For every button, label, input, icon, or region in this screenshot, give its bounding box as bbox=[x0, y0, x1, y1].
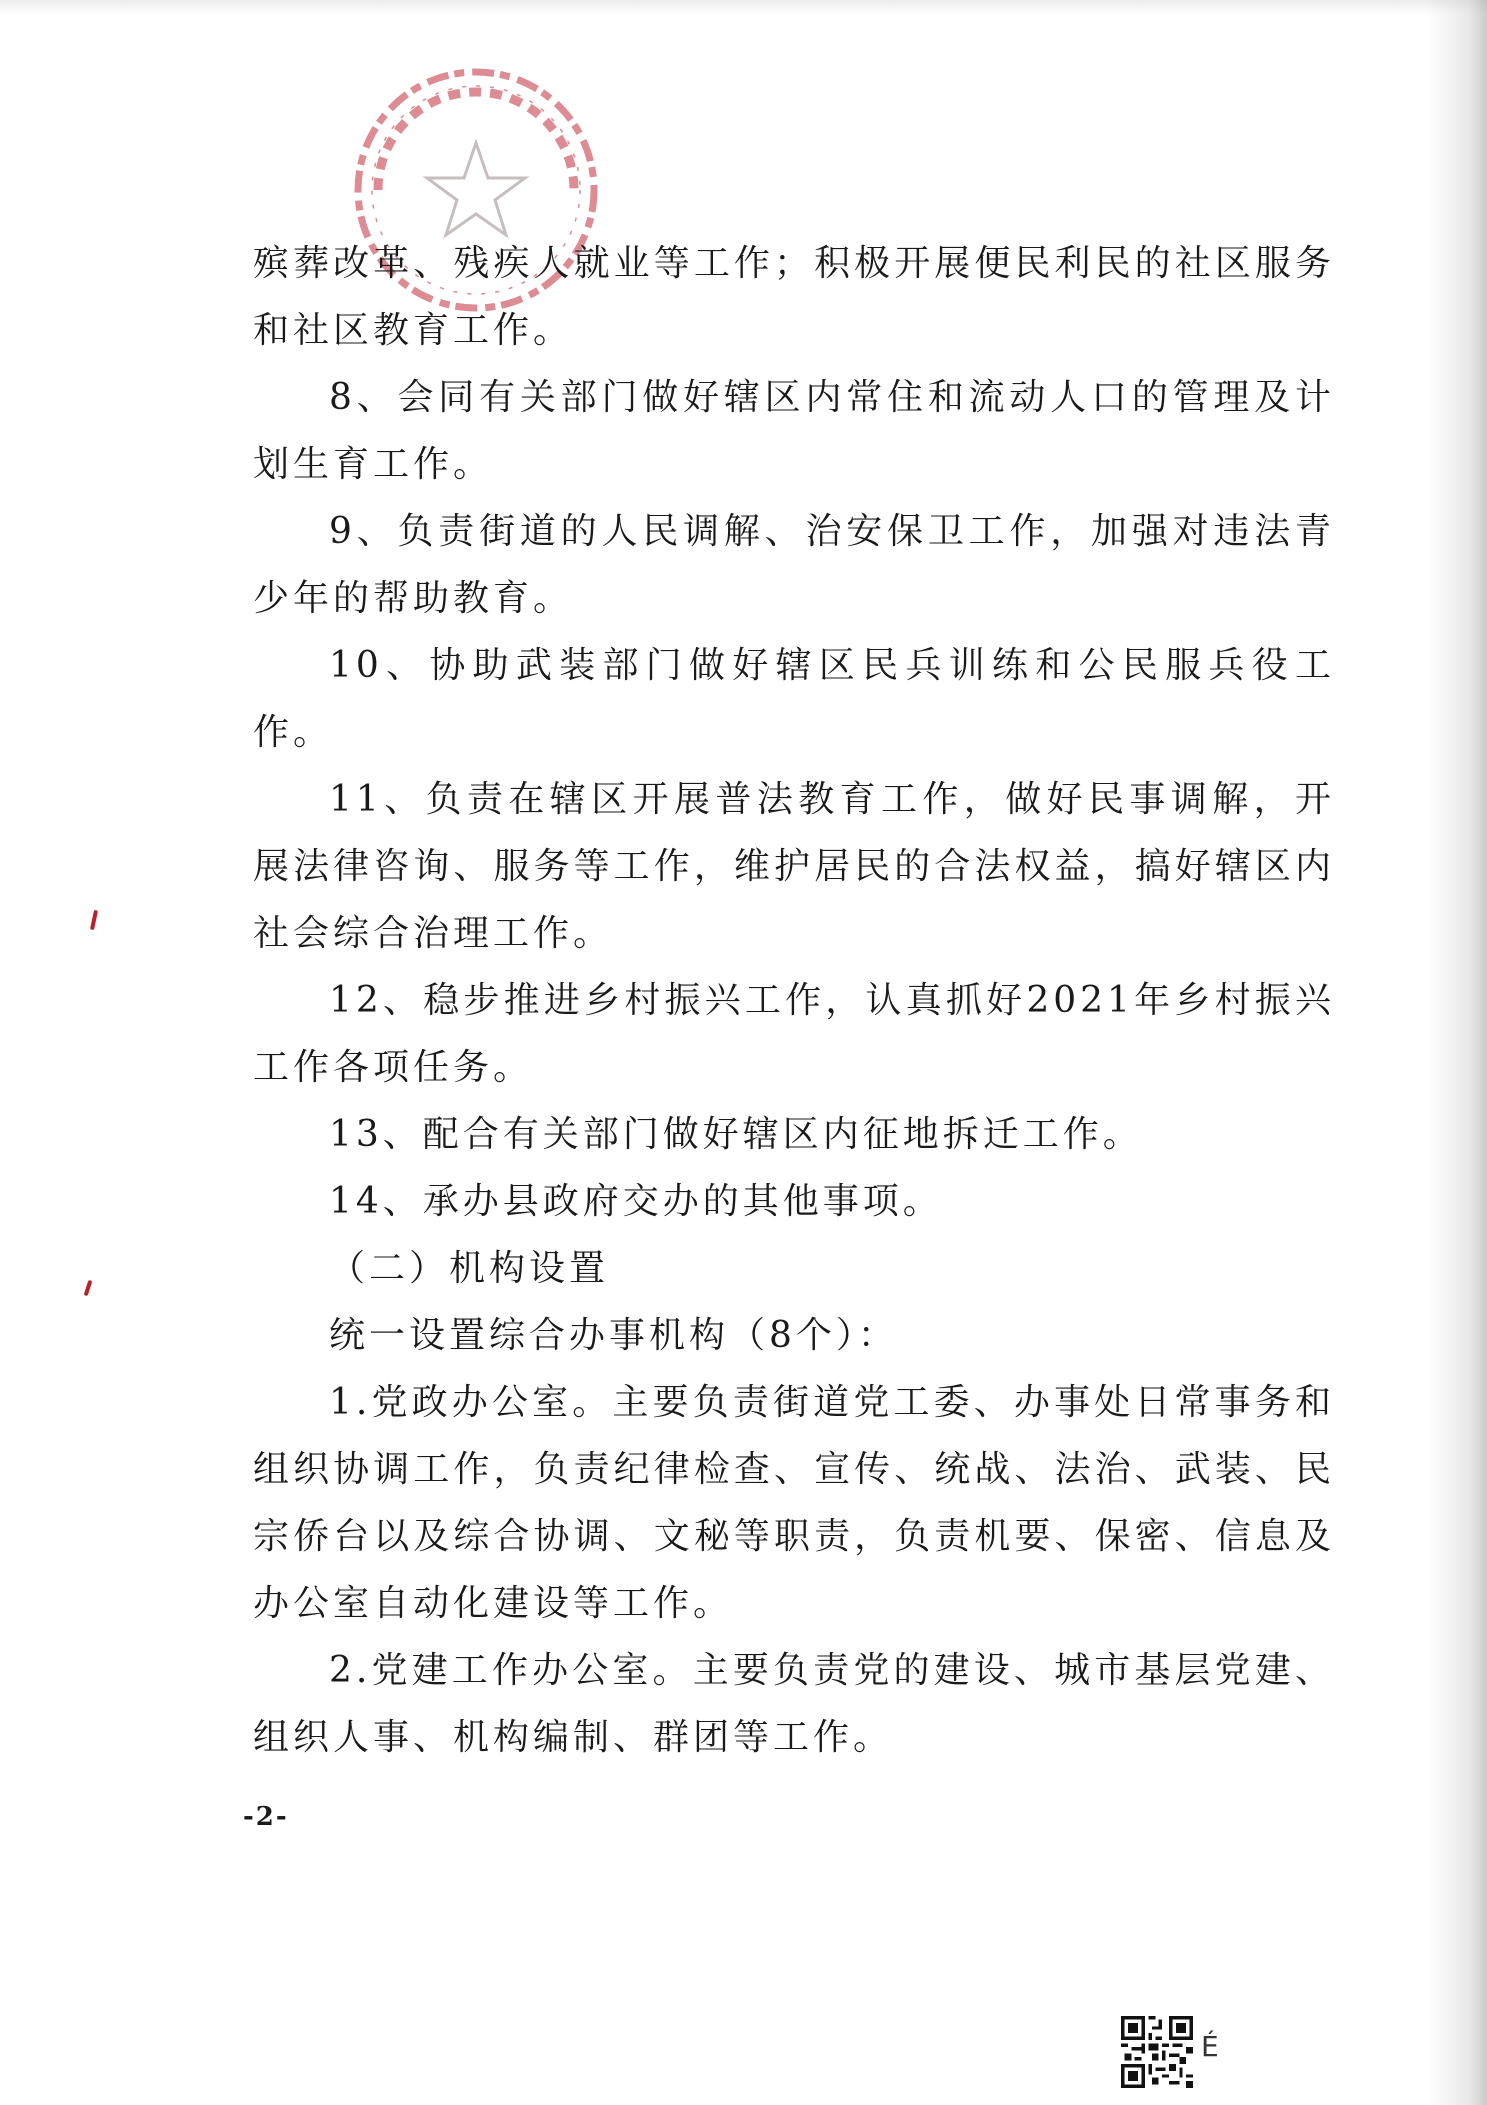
page-number: -2- bbox=[243, 1802, 289, 1832]
paragraph-office-1: 1.党政办公室。主要负责街道党工委、办事处日常事务和组织协调工作，负责纪律检查、宣传、统战、法治、武装、民宗侨台以及综合协调、文秘等职责，负责机要、保密、信息及办公室自动化建设等工作。 bbox=[253, 1382, 1335, 1624]
document-body bbox=[253, 230, 1335, 1771]
paragraph-item-14: 14、承办县政府交办的其他事项。 bbox=[329, 1181, 943, 1222]
page-top-shadow bbox=[0, 0, 1487, 14]
binding-mark bbox=[84, 1280, 93, 1296]
paragraph-office-2: 2.党建工作办公室。主要负责党的建设、城市基层党建、组织人事、机构编制、群团等工作。 bbox=[253, 1650, 1335, 1758]
paragraph-item-9: 9、负责街道的人民调解、治安保卫工作，加强对违法青少年的帮助教育。 bbox=[253, 511, 1335, 619]
qr-side-mark: É bbox=[1201, 2030, 1219, 2063]
paragraph-item-13: 13、配合有关部门做好辖区内征地拆迁工作。 bbox=[329, 1114, 1143, 1155]
paragraph-item-8: 8、会同有关部门做好辖区内常住和流动人口的管理及计划生育工作。 bbox=[253, 377, 1335, 485]
paragraph-item-10: 10、协助武装部门做好辖区民兵训练和公民服兵役工作。 bbox=[253, 645, 1335, 753]
qr-code-icon bbox=[1121, 2016, 1193, 2088]
binding-mark bbox=[90, 910, 98, 930]
paragraph-item-11: 11、负责在辖区开展普法教育工作，做好民事调解，开展法律咨询、服务等工作，维护居民的合法权益，搞好辖区内社会综合治理工作。 bbox=[253, 779, 1335, 954]
paragraph-intro: 统一设置综合办事机构（8个）： bbox=[329, 1315, 898, 1356]
paragraph-continuation: 殡葬改革、残疾人就业等工作；积极开展便民利民的社区服务和社区教育工作。 bbox=[253, 243, 1335, 351]
section-heading: （二）机构设置 bbox=[329, 1248, 610, 1289]
paragraph-item-12: 12、稳步推进乡村振兴工作，认真抓好2021年乡村振兴工作各项任务。 bbox=[253, 980, 1335, 1088]
page-right-shadow bbox=[1427, 0, 1487, 2105]
